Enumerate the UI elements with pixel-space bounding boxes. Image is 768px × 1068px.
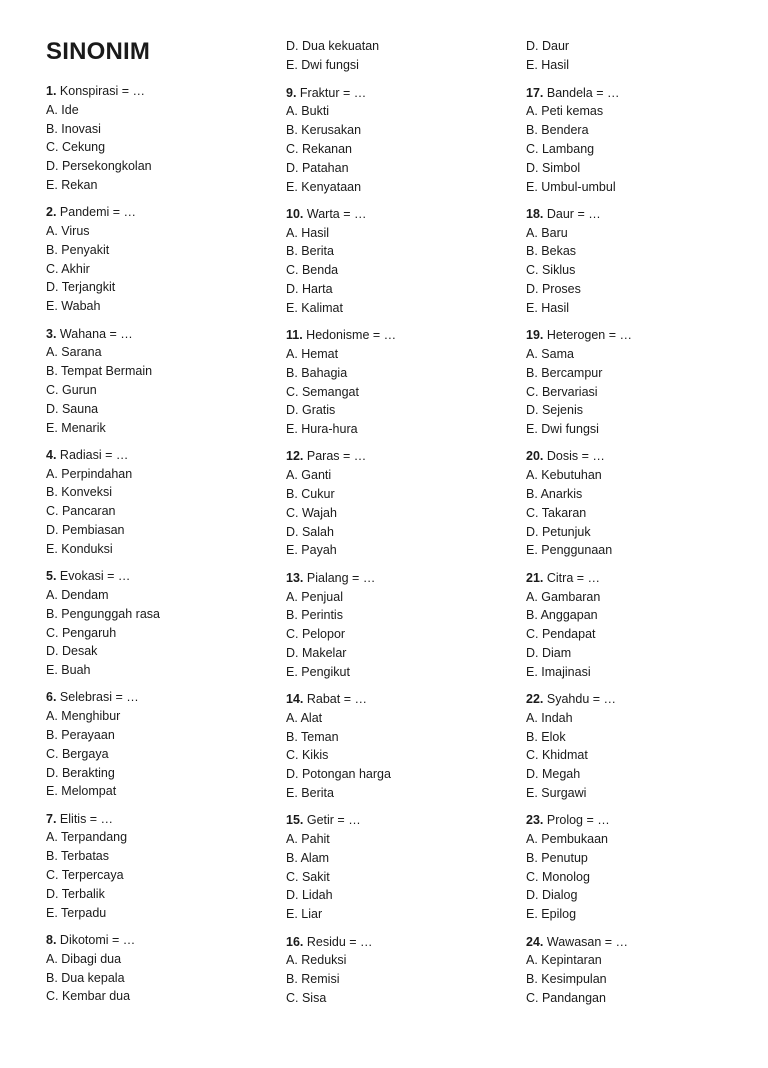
question-number: 8. [46, 932, 57, 947]
answer-option: B. Terbatas [46, 849, 110, 864]
answer-option: A. Terpandang [46, 830, 128, 845]
question-prompt [526, 933, 741, 952]
answer-option: D. Proses [526, 282, 581, 297]
question-text: Paras = … [306, 449, 367, 464]
column-3 [526, 37, 741, 1016]
answer-option: E. Liar [286, 907, 323, 922]
question-prompt [286, 690, 501, 709]
answer-option: E. Surgawi [526, 785, 587, 800]
question-block [46, 810, 261, 923]
answer-option: E. Hura-hura [286, 422, 358, 437]
answer-option: E. Epilog [526, 907, 577, 922]
answer-option: C. Semangat [286, 384, 359, 399]
answer-option: E. Terpadu [46, 905, 107, 920]
question-number: 5. [46, 569, 57, 584]
question-number: 15. [286, 813, 304, 828]
answer-option: B. Bekas [526, 244, 577, 259]
question-continuation [286, 37, 501, 75]
question-text: Fraktur = … [299, 85, 367, 100]
question-prompt [526, 326, 741, 345]
question-prompt [286, 569, 501, 588]
answer-option: B. Konveksi [46, 485, 113, 500]
question-text: Citra = … [546, 570, 601, 585]
answer-option: C. Rekanan [286, 141, 353, 156]
answer-option: A. Bukti [286, 104, 330, 119]
question-block [286, 447, 501, 560]
answer-option: C. Kembar dua [46, 989, 131, 1004]
question-prompt [526, 690, 741, 709]
answer-option: B. Pengunggah rasa [46, 606, 160, 621]
answer-option: C. Pancaran [46, 504, 116, 519]
page-title: SINONIM [46, 38, 151, 65]
question-number: 6. [46, 690, 57, 705]
question-prompt [526, 811, 741, 830]
question-prompt [46, 203, 261, 222]
answer-option: A. Virus [46, 224, 90, 239]
answer-option: B. Anggapan [526, 608, 598, 623]
question-block [46, 567, 261, 680]
question-text: Elitis = … [59, 811, 114, 826]
question-prompt [286, 326, 501, 345]
question-prompt [286, 84, 501, 103]
answer-option: A. Ide [46, 102, 79, 117]
answer-option: E. Melompat [46, 784, 117, 799]
question-number: 7. [46, 811, 57, 826]
answer-option: D. Pembiasan [46, 523, 125, 538]
answer-option: D. Terjangkit [46, 280, 116, 295]
answer-option: A. Baru [526, 225, 568, 240]
answer-option: D. Dialog [526, 888, 578, 903]
answer-option: E. Rekan [46, 177, 98, 192]
question-block [286, 569, 501, 682]
question-block [286, 811, 501, 924]
question-block [46, 931, 261, 1006]
question-number: 18. [526, 206, 544, 221]
question-block [46, 688, 261, 801]
answer-option: C. Gurun [46, 382, 97, 397]
answer-option: C. Pelopor [286, 627, 346, 642]
question-block [286, 205, 501, 318]
answer-option: A. Kebutuhan [526, 468, 602, 483]
answer-option: B. Alam [286, 850, 330, 865]
answer-option: C. Terpercaya [46, 868, 124, 883]
question-text: Radiasi = … [59, 447, 129, 462]
question-block [286, 326, 501, 439]
answer-option: B. Elok [526, 729, 566, 744]
answer-option: E. Kalimat [286, 300, 343, 315]
question-number: 1. [46, 84, 57, 98]
question-prompt [526, 84, 741, 103]
answer-option: B. Perayaan [46, 728, 115, 742]
answer-option: D. Harta [286, 282, 333, 297]
answer-option: D. Daur [526, 39, 570, 53]
answer-option: E. Pengikut [286, 664, 350, 679]
question-block [526, 933, 741, 1008]
question-prompt [526, 569, 741, 588]
question-prompt [286, 933, 501, 952]
question-block [526, 326, 741, 439]
question-text: Daur = … [546, 206, 601, 221]
answer-option: C. Pandangan [526, 990, 606, 1005]
question-block [46, 82, 261, 195]
answer-option: E. Dwi fungsi [286, 57, 359, 72]
question-text: Bandela = … [546, 85, 620, 100]
answer-option: E. Umbul-umbul [526, 179, 616, 194]
answer-option: E. Konduksi [46, 541, 113, 556]
answer-option: C. Cekung [46, 140, 106, 155]
question-text: Warta = … [306, 206, 367, 221]
answer-option: A. Pahit [286, 832, 330, 847]
question-text: Wahana = … [59, 326, 133, 341]
answer-option: D. Lidah [286, 888, 333, 903]
question-block [46, 325, 261, 438]
question-block [46, 203, 261, 316]
answer-option: A. Perpindahan [46, 466, 133, 481]
answer-option: B. Penutup [526, 850, 588, 865]
answer-option: D. Patahan [286, 160, 349, 175]
answer-option: D. Persekongkolan [46, 159, 152, 174]
answer-option: A. Reduksi [286, 953, 347, 968]
answer-option: B. Tempat Bermain [46, 364, 153, 379]
question-block [526, 205, 741, 318]
answer-option: D. Salah [286, 524, 334, 539]
question-prompt [526, 205, 741, 224]
answer-option: A. Gambaran [526, 589, 601, 604]
answer-option: A. Kepintaran [526, 953, 602, 968]
answer-option: E. Wabah [46, 299, 101, 314]
answer-option: D. Dua kekuatan [286, 39, 380, 53]
answer-option: B. Teman [286, 729, 339, 744]
answer-option: C. Sakit [286, 869, 330, 884]
answer-option: D. Desak [46, 644, 98, 659]
question-block [526, 811, 741, 924]
question-number: 11. [286, 328, 303, 343]
answer-option: A. Ganti [286, 468, 332, 483]
answer-option: D. Gratis [286, 403, 336, 418]
question-block [526, 569, 741, 682]
answer-option: A. Sama [526, 346, 574, 361]
question-number: 14. [286, 692, 304, 706]
answer-option: A. Penjual [286, 589, 343, 604]
question-text: Rabat = … [306, 692, 367, 706]
answer-option: D. Diam [526, 645, 572, 660]
answer-option: B. Penyakit [46, 242, 110, 257]
question-text: Pialang = … [306, 570, 376, 585]
answer-option: C. Lambang [526, 141, 595, 156]
question-block [286, 933, 501, 1008]
answer-option: B. Cukur [286, 487, 335, 502]
question-number: 17. [526, 85, 544, 100]
question-continuation [526, 37, 741, 75]
question-text: Evokasi = … [59, 569, 131, 584]
question-text: Konspirasi = … [59, 84, 146, 98]
answer-option: C. Pendapat [526, 627, 596, 642]
question-number: 22. [526, 692, 544, 706]
question-number: 20. [526, 449, 544, 464]
answer-option: C. Benda [286, 263, 339, 278]
answer-option: B. Inovasi [46, 121, 101, 136]
answer-option: C. Monolog [526, 869, 590, 884]
answer-option: A. Indah [526, 710, 573, 725]
answer-option: E. Imajinasi [526, 664, 591, 679]
question-text: Selebrasi = … [59, 690, 139, 705]
question-text: Heterogen = … [546, 328, 632, 343]
question-text: Residu = … [306, 934, 373, 949]
question-number: 4. [46, 447, 57, 462]
question-text: Dikotomi = … [59, 932, 136, 947]
answer-option: C. Bergaya [46, 746, 109, 761]
answer-option: D. Simbol [526, 160, 581, 175]
answer-option: C. Wajah [286, 505, 337, 520]
answer-option: D. Petunjuk [526, 524, 591, 539]
answer-option: D. Makelar [286, 645, 347, 660]
question-number: 13. [286, 570, 304, 585]
answer-option: A. Peti kemas [526, 104, 604, 119]
answer-option: D. Berakting [46, 765, 115, 780]
question-text: Wawasan = … [546, 934, 629, 949]
question-text: Dosis = … [546, 449, 605, 464]
question-number: 2. [46, 205, 57, 220]
question-number: 24. [526, 934, 544, 949]
answer-option: E. Menarik [46, 420, 106, 435]
answer-option: E. Hasil [526, 57, 570, 72]
question-prompt [46, 446, 261, 465]
answer-option: B. Kerusakan [286, 123, 362, 138]
answer-option: B. Bercampur [526, 365, 603, 380]
answer-option: C. Akhir [46, 261, 90, 276]
question-number: 3. [46, 326, 57, 341]
answer-option: B. Berita [286, 244, 334, 259]
question-text: Hedonisme = … [306, 328, 397, 343]
answer-option: B. Bendera [526, 123, 589, 138]
answer-option: C. Pengaruh [46, 625, 117, 640]
column-2 [286, 37, 501, 1016]
answer-option: D. Sauna [46, 401, 99, 416]
question-prompt [46, 931, 261, 950]
question-number: 10. [286, 206, 304, 221]
question-prompt [46, 567, 261, 586]
answer-option: A. Pembukaan [526, 832, 608, 847]
question-number: 9. [286, 85, 297, 100]
question-text: Prolog = … [546, 813, 610, 828]
answer-option: D. Sejenis [526, 403, 583, 418]
answer-option: C. Bervariasi [526, 384, 598, 399]
answer-option: C. Sisa [286, 990, 327, 1005]
question-number: 23. [526, 813, 544, 828]
answer-option: D. Potongan harga [286, 767, 391, 782]
question-block [286, 690, 501, 803]
answer-option: A. Dibagi dua [46, 951, 122, 966]
answer-option: B. Perintis [286, 608, 343, 623]
question-number: 12. [286, 449, 304, 464]
answer-option: A. Dendam [46, 587, 109, 602]
question-block [526, 84, 741, 197]
question-prompt [286, 205, 501, 224]
question-block [526, 690, 741, 803]
answer-option: C. Takaran [526, 505, 587, 520]
question-text: Pandemi = … [59, 205, 137, 220]
question-block [46, 446, 261, 559]
answer-option: C. Khidmat [526, 748, 588, 763]
answer-option: C. Kikis [286, 748, 329, 763]
answer-option: B. Kesimpulan [526, 972, 607, 987]
question-prompt [286, 447, 501, 466]
answer-option: E. Payah [286, 543, 337, 558]
answer-option: A. Hemat [286, 346, 339, 361]
answer-option: D. Megah [526, 767, 581, 782]
answer-option: E. Hasil [526, 300, 570, 315]
answer-option: E. Kenyataan [286, 179, 362, 194]
answer-option: C. Siklus [526, 263, 576, 278]
answer-option: D. Terbalik [46, 886, 105, 901]
question-prompt [286, 811, 501, 830]
answer-option: B. Bahagia [286, 365, 348, 380]
question-text: Syahdu = … [546, 692, 617, 706]
answer-option: A. Alat [286, 710, 323, 725]
question-prompt [46, 688, 261, 707]
question-prompt [46, 810, 261, 829]
question-number: 21. [526, 570, 544, 585]
question-block [286, 84, 501, 197]
answer-option: B. Anarkis [526, 487, 583, 502]
answer-option: E. Berita [286, 785, 334, 800]
answer-option: A. Menghibur [46, 709, 121, 724]
question-prompt [526, 447, 741, 466]
answer-option: A. Hasil [286, 225, 330, 240]
answer-option: E. Penggunaan [526, 543, 613, 558]
question-prompt [46, 82, 261, 101]
answer-option: B. Remisi [286, 972, 340, 987]
column-1 [46, 82, 261, 1015]
question-number: 19. [526, 328, 544, 343]
answer-option: B. Dua kepala [46, 970, 125, 985]
answer-option: E. Dwi fungsi [526, 422, 599, 437]
question-text: Getir = … [306, 813, 361, 828]
question-number: 16. [286, 934, 304, 949]
answer-option: E. Buah [46, 663, 91, 678]
question-block [526, 447, 741, 560]
answer-option: A. Sarana [46, 345, 102, 360]
question-prompt [46, 325, 261, 344]
